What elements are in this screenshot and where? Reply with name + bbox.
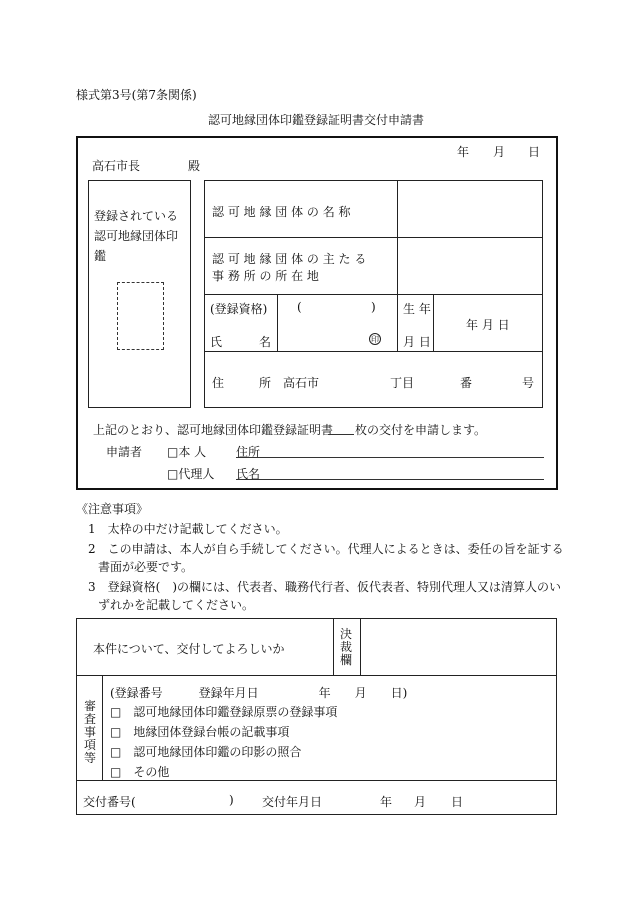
note-item-1: 1 太枠の中だけ記載してください。	[88, 522, 288, 536]
addressee-honorific: 殿	[188, 159, 201, 173]
col-divider-name	[277, 294, 278, 351]
registered-seal-label-line3: 鑑	[94, 249, 107, 263]
address-ban: 番	[460, 376, 473, 390]
address-city: 高石市	[283, 376, 320, 390]
org-name-field[interactable]	[402, 184, 540, 234]
applicant-name-line[interactable]	[236, 479, 544, 480]
col-divider-birth-value	[433, 294, 434, 351]
org-name-label: 認 可 地 縁 団 体 の 名 称	[212, 205, 351, 219]
date-day: 日	[528, 145, 541, 159]
qualification-paren-open: (	[297, 300, 302, 314]
office-row-divider-1	[76, 675, 557, 676]
issue-day: 日	[451, 795, 464, 809]
registered-seal-label	[94, 206, 178, 266]
issue-number-close: )	[229, 793, 234, 807]
form-title: 認可地縁団体印鑑登録証明書交付申請書	[208, 113, 425, 127]
copies-field-underline[interactable]	[328, 434, 354, 435]
address-label-2: 所	[259, 376, 272, 390]
applicant-address-line[interactable]	[236, 457, 544, 458]
self-checkbox[interactable]: □本 人	[167, 445, 207, 459]
col-divider-birth-label	[397, 294, 398, 351]
review-check-1[interactable]: □ 認可地縁団体印鑑登録原票の登録事項	[110, 705, 338, 719]
name-label-1: 氏	[210, 335, 223, 349]
registered-seal-label-line2: 認可地縁団体印	[94, 229, 179, 243]
approval-question: 本件について、交付してよろしいか	[93, 642, 285, 656]
decision-col-left	[333, 618, 334, 675]
review-check-2[interactable]: □ 地縁団体登録台帳の記載事項	[110, 725, 290, 739]
note-item-3-line2: ずれかを記載してください。	[98, 598, 255, 612]
qualification-field[interactable]	[303, 298, 367, 314]
birth-label-1: 生 年	[403, 302, 431, 316]
registered-seal-label-line1: 登録されている	[94, 209, 179, 223]
review-label: 審査事項等	[83, 699, 96, 765]
name-field[interactable]	[282, 320, 364, 348]
applicant-address-label: 住所	[236, 445, 261, 459]
issue-number-label: 交付番号(	[83, 795, 136, 809]
review-col-divider	[102, 675, 103, 780]
request-text-b: 枚の交付を申請します。	[355, 423, 487, 437]
note-item-3-line1: 3 登録資格( )の欄には、代表者、職務代行者、仮代表者、特別代理人又は清算人のい	[88, 580, 562, 594]
birth-label-2: 月 日	[403, 335, 431, 349]
qualification-label: (登録資格)	[210, 302, 268, 316]
decision-col-right	[360, 618, 361, 675]
date-month: 月	[493, 145, 506, 159]
form-number: 様式第3号(第7条関係)	[76, 88, 197, 102]
date-year: 年	[457, 145, 470, 159]
issue-month: 月	[414, 795, 427, 809]
issue-year: 年	[380, 795, 393, 809]
col-divider-label	[397, 180, 398, 294]
address-chome: 丁目	[390, 376, 415, 390]
note-item-2-line1: 2 この申請は、本人が自ら手続してください。代理人によるときは、委任の旨を証する	[88, 542, 564, 556]
address-go: 号	[522, 376, 535, 390]
row-divider-1	[204, 237, 543, 238]
address-label-1: 住	[212, 376, 225, 390]
row-divider-3	[204, 351, 543, 352]
row-divider-2	[204, 294, 543, 295]
review-check-4[interactable]: □ その他	[110, 765, 170, 779]
office-row-divider-2	[76, 780, 557, 781]
seal-impression-area[interactable]	[117, 282, 164, 350]
review-check-3[interactable]: □ 認可地縁団体印鑑の印影の照合	[110, 745, 302, 759]
seal-mark: 印	[371, 335, 379, 344]
qualification-paren-close: )	[371, 300, 376, 314]
applicant-name-label: 氏名	[236, 467, 261, 481]
org-office-label-line1: 認 可 地 縁 団 体 の 主 た る	[212, 252, 367, 266]
org-office-label-line2: 事 務 所 の 所 在 地	[212, 269, 319, 283]
org-office-field[interactable]	[402, 241, 540, 291]
registration-line: (登録番号 登録年月日 年 月 日)	[110, 686, 408, 700]
name-label-2: 名	[259, 335, 272, 349]
addressee: 高石市長	[92, 159, 141, 173]
decision-label: 決裁欄	[339, 627, 352, 667]
birth-date-value[interactable]: 年 月 日	[466, 318, 510, 332]
issue-date-label: 交付年月日	[262, 795, 323, 809]
proxy-checkbox[interactable]: □代理人	[167, 467, 215, 481]
applicant-label: 申請者	[106, 445, 143, 459]
decision-field[interactable]	[366, 622, 552, 672]
notes-heading: 《注意事項》	[76, 502, 149, 516]
note-item-2-line2: 書面が必要です。	[98, 560, 194, 574]
request-text-a: 上記のとおり、認可地縁団体印鑑登録証明書	[93, 423, 334, 437]
